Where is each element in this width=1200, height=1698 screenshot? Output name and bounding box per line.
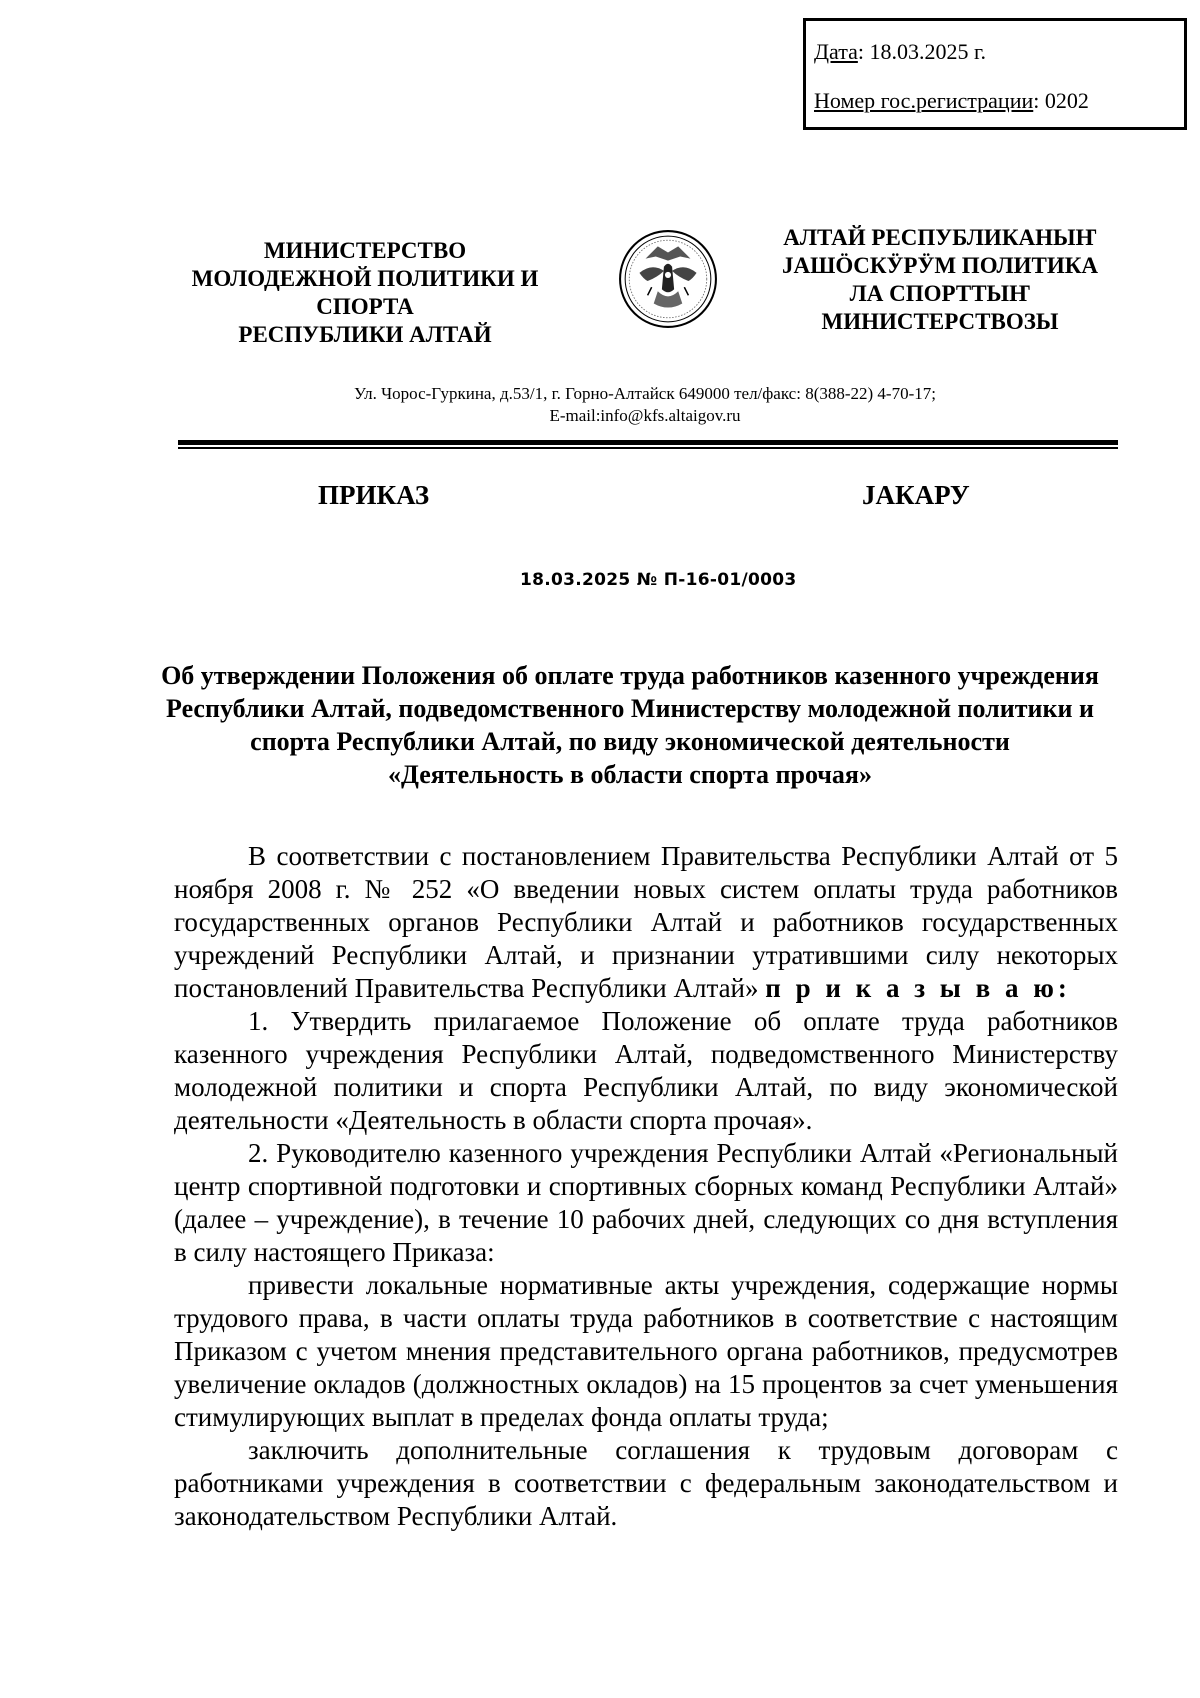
address-line: Ул. Чорос-Гуркина, д.53/1, г. Горно-Алтайск 649000 тел/факс: 8(388-22) 4-70-17; [354,384,936,403]
ministry-name-altai-line: ЈАШӦСКӰРӰМ ПОЛИТИКА [782,253,1098,278]
item-2-paragraph: 2. Руководителю казенного учреждения Республики Алтай «Региональный центр спортивной подготовки и спортивных сборных команд Республики Алтай» (далее – учреждение), в течение 10 рабочих дней, следующих со дня вступления в силу настоящего Приказа: [174,1138,1118,1267]
document-body [174,840,1118,1533]
document-title: Об утверждении Положения об оплате труда работников казенного учреждения Республики Алтай, подведомственного Министерству молодежной политики и спорта Республики Алтай, по виду экономической деятельности «Деятельность в области спорта прочая» [161,661,1099,789]
email-line: E-mail:info@kfs.altaigov.ru [549,406,741,425]
registration-number-label: Номер гос.регистрации [814,88,1034,113]
header-divider-thick [178,440,1118,445]
registration-date-label: Дата [814,39,858,64]
preamble-paragraph [174,840,1118,1005]
preamble-text: В соответствии с постановлением Правительства Республики Алтай от 5 ноября 2008 г. № 252 «О введении новых систем оплаты труда работников государственных органов Республики Алтай и работников государственных учреждений Республики Алтай, и признании утратившими силу некоторых постановлений Правительства Республики Алтай» [174,841,1118,1003]
ministry-name-altai-line: АЛТАЙ РЕСПУБЛИКАНЫҤ [783,225,1097,250]
ministry-name-line: РЕСПУБЛИКИ АЛТАЙ [238,322,492,347]
header-divider-thin [178,447,1118,449]
item-2b-paragraph: заключить дополнительные соглашения к трудовым договорам с работниками учреждения в соответствии с федеральным законодательством и законодательством Республики Алтай. [174,1435,1118,1531]
registration-number-value: : 0202 [1033,88,1089,113]
coat-of-arms-icon [617,228,719,330]
doc-type-russian: ПРИКАЗ [318,480,430,510]
order-date-number: 18.03.2025 № П-16-01/0003 [520,570,797,590]
registration-date-row [814,39,986,65]
registration-number-row [814,88,1089,114]
ministry-name-altai-line: ЛА СПОРТТЫҤ [849,281,1031,306]
ministry-name-altai-line: МИНИСТЕРСТВОЗЫ [821,309,1059,334]
item-2a-paragraph: привести локальные нормативные акты учреждения, содержащие нормы трудового права, в части оплаты труда работников в соответствие с настоящим Приказом с учетом мнения представительного органа работников, предусмотрев увеличение окладов (должностных окладов) на 15 процентов за счет уменьшения стимулирующих выплат в пределах фонда оплаты труда; [174,1270,1118,1432]
registration-stamp [803,18,1187,130]
ministry-name-russian [160,237,570,349]
ministry-name-altai [760,224,1120,336]
item-1-paragraph: 1. Утвердить прилагаемое Положение об оплате труда работников казенного учреждения Республики Алтай, подведомственного Министерству молодежной политики и спорта Республики Алтай, по виду экономической деятельности «Деятельность в области спорта прочая». [174,1006,1118,1135]
ministry-name-line: МОЛОДЕЖНОЙ ПОЛИТИКИ И [191,266,539,291]
ministry-address [230,383,1060,427]
decree-word: п р и к а з ы в а ю: [765,973,1071,1003]
ministry-name-line: СПОРТА [316,294,414,319]
registration-date-value: : 18.03.2025 г. [857,39,987,64]
ministry-name-line: МИНИСТЕРСТВО [263,238,467,263]
doc-type-altai: ЈАКАРУ [862,480,970,510]
